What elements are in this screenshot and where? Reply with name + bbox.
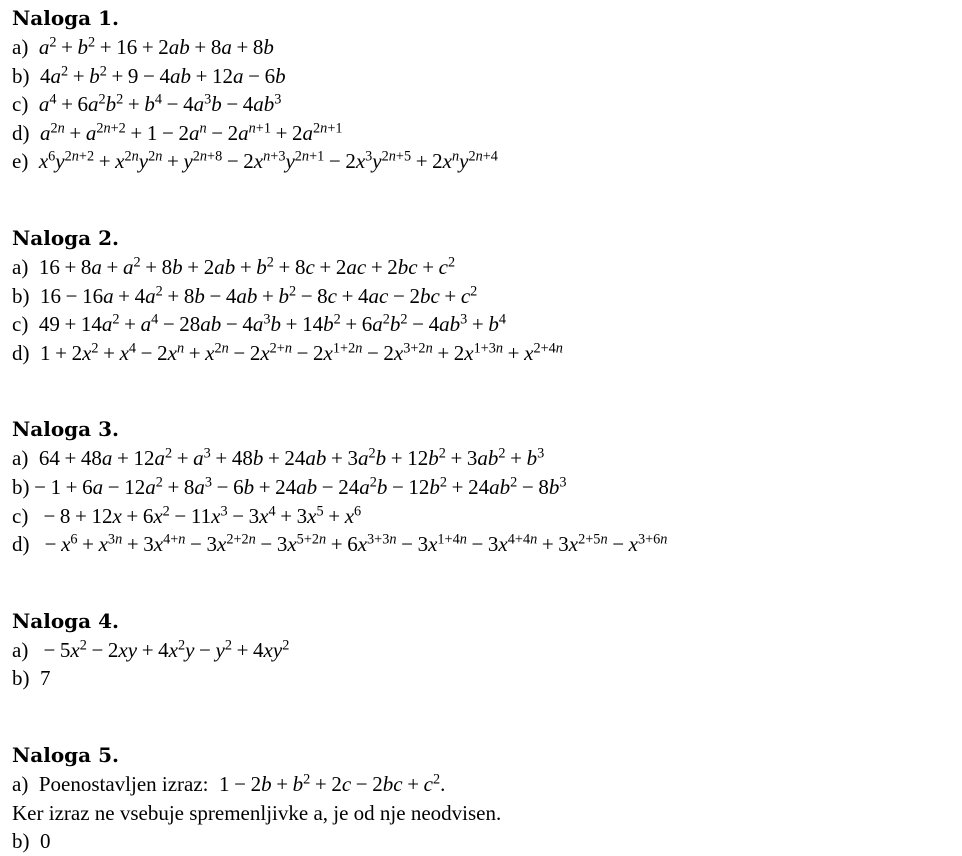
answer-label: b) <box>12 829 30 854</box>
exercise-title: Naloga 3. <box>12 417 119 442</box>
exercise-title: Naloga 4. <box>12 608 119 633</box>
answer-expression: $49 + 14a^2 + a^4 - 28ab - 4a^3b + 14b^2 + 6a^2b^2 - 4ab^3 + b^4$ <box>38 311 506 337</box>
answer-label: a) <box>12 637 29 662</box>
answer-expression: $1 + 2x^2 + x^4 - 2x^n + x^{2n} - 2x^{2+n} - 2x^{1+2n} - 2x^{3+2n} + 2x^{1+3n} + x^{2+4n}$ <box>40 340 563 365</box>
section-spacer <box>12 559 957 607</box>
exercise-title: Naloga 1. <box>12 6 119 30</box>
answer-line <box>12 664 957 693</box>
exercise-title: Naloga 5. <box>12 742 119 767</box>
answer-expression: − $x^6 + x^{3n} + 3x^{4+n} - 3x^{2+2n} - 3x^{5+2n} + 6x^{3+3n} - 3x^{1+4n} - 3x^{4+4n} + 3x^{2+5n} - x^{3+6n}$ <box>44 531 668 557</box>
answer-label: c) <box>12 503 29 528</box>
answer-expression: − $1 + 6a - 12a^2 + 8a^3 - 6b + 24ab - 24a^2b - 12b^2 + 24ab^2 - 8b^3$ <box>34 474 567 499</box>
answer-expression: − $5x^2 - 2xy + 4x^2y - y^2 + 4xy^2$ <box>43 637 290 662</box>
answer-expression: $1 - 2b + b^2 + 2c - 2bc + c^2$. <box>219 771 446 796</box>
exercise-section <box>12 741 957 856</box>
answer-line <box>12 473 957 502</box>
answer-line <box>12 799 957 828</box>
answer-line <box>12 147 957 176</box>
answer-label: c) <box>12 92 29 117</box>
answer-label: d) <box>12 340 30 365</box>
answer-line <box>12 310 957 339</box>
answer-line <box>12 530 957 559</box>
answer-line <box>12 90 957 119</box>
answer-expression: $a^{2n} + a^{2n+2} + 1 - 2a^n - 2a^{n+1} + 2a^{2n+1}$ <box>40 120 343 145</box>
answer-label: d) <box>12 120 30 145</box>
exercise-section <box>12 4 957 176</box>
answer-expression: $16 + 8a + a^2 + 8b + 2ab + b^2 + 8c + 2ac + 2bc + c^2$ <box>38 254 456 279</box>
answer-expression: − $8 + 12x + 6x^2 - 11x^3 - 3x^4 + 3x^5 + x^6$ <box>43 503 362 528</box>
answer-label: a) <box>12 446 29 471</box>
answer-line <box>12 827 957 856</box>
answer-label: b) <box>12 474 30 499</box>
answer-expression: $64 + 48a + 12a^2 + a^3 + 48b + 24ab + 3a^2b + 12b^2 + 3ab^2 + b^3$ <box>38 445 545 471</box>
answer-expression: $x^6y^{2n+2} + x^{2n}y^{2n} + y^{2n+8} - 2x^{n+3}y^{2n+1} - 2x^3y^{2n+5} + 2x^ny^{2n+4}$ <box>38 148 498 174</box>
section-spacer <box>12 693 957 741</box>
answer-line <box>12 636 957 665</box>
answer-line <box>12 62 957 91</box>
answer-label: e) <box>12 149 29 174</box>
answer-label: a) <box>12 35 29 59</box>
answer-expression: $16 - 16a + 4a^2 + 8b - 4ab + b^2 - 8c + 4ac - 2bc + c^2$ <box>40 283 478 308</box>
answer-label: b) <box>12 283 30 308</box>
answer-line <box>12 253 957 282</box>
exercise-section <box>12 224 957 367</box>
answer-label: b) <box>12 63 30 88</box>
answer-text: Poenostavljen izraz: <box>38 771 209 796</box>
answer-expression: $a^4 + 6a^2b^2 + b^4 - 4a^3b - 4ab^3$ <box>38 91 282 117</box>
answer-line <box>12 282 957 311</box>
answer-expression: 7 <box>40 666 51 691</box>
answer-expression: 0 <box>40 829 51 854</box>
answer-expression: $a^2 + b^2 + 16 + 2ab + 8a + 8b$ <box>38 34 274 59</box>
answer-label: a) <box>12 254 29 279</box>
exercise-title: Naloga 2. <box>12 225 119 250</box>
answer-label: c) <box>12 312 29 337</box>
answer-label: a) <box>12 771 29 796</box>
answer-line <box>12 33 957 62</box>
section-spacer <box>12 176 957 224</box>
answer-line <box>12 339 957 368</box>
answer-line <box>12 119 957 148</box>
answer-expression: $4a^2 + b^2 + 9 - 4ab + 12a - 6b$ <box>40 63 286 88</box>
answer-line <box>12 502 957 531</box>
answer-text: Ker izraz ne vsebuje spremenljivke a, je od nje neodvisen. <box>12 800 502 825</box>
answer-label: b) <box>12 666 30 691</box>
answer-line <box>12 770 957 799</box>
section-spacer <box>12 367 957 415</box>
answer-line <box>12 444 957 473</box>
exercise-section <box>12 607 957 693</box>
document <box>12 4 957 856</box>
exercise-section <box>12 415 957 558</box>
answer-label: d) <box>12 532 30 557</box>
